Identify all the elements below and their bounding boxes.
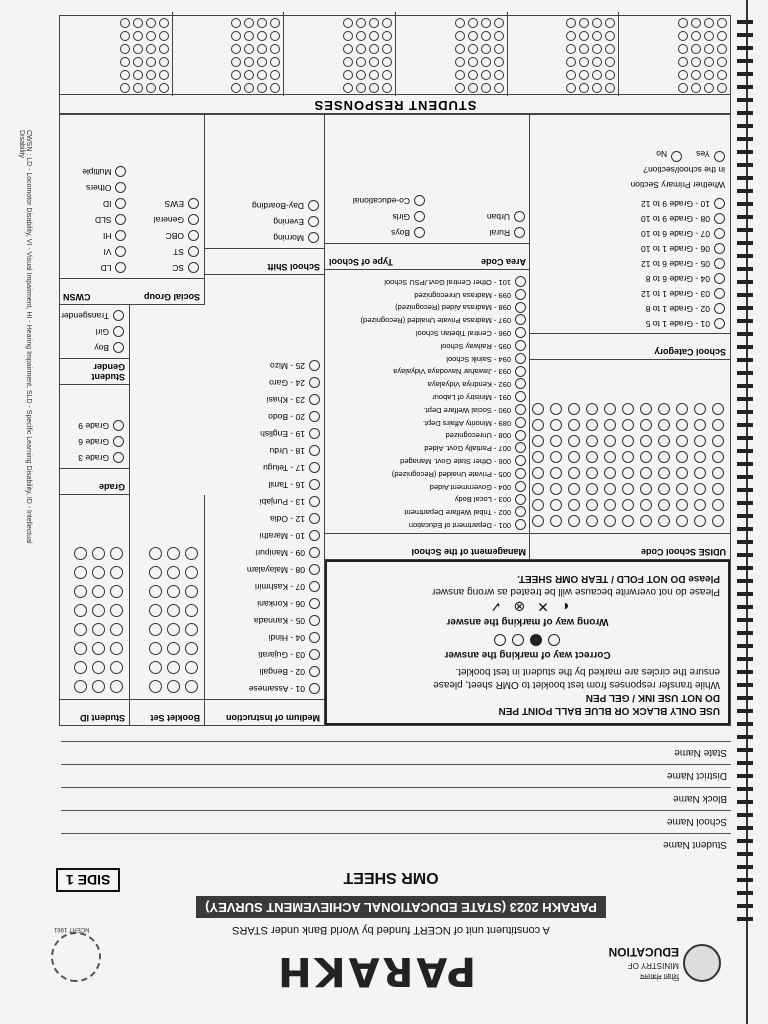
- category-option[interactable]: 01 - Grade 1 to 5: [535, 316, 725, 331]
- student-id-header: Student ID: [59, 699, 129, 725]
- management-section: [325, 269, 530, 560]
- management-option[interactable]: 007 - Partially Govt. Aided: [329, 441, 526, 454]
- management-option[interactable]: 099 - Madrasa Unrecognized: [329, 288, 526, 301]
- cwsn-option[interactable]: SLD: [64, 212, 127, 228]
- wrong-marks: ◐ ✕ ⊗ ✓: [485, 599, 570, 615]
- response-row[interactable]: [176, 83, 281, 93]
- gender-option[interactable]: Boy: [64, 340, 124, 356]
- medium-option[interactable]: 17 - Telugu: [208, 459, 320, 476]
- response-column: [283, 12, 395, 96]
- social-header: Social Group: [143, 292, 200, 302]
- response-row[interactable]: [63, 57, 169, 67]
- response-column: [60, 12, 172, 96]
- response-row[interactable]: [287, 83, 392, 93]
- response-row[interactable]: [63, 83, 169, 93]
- student-id-bubbles[interactable]: [59, 541, 129, 699]
- timing-marks: [735, 20, 755, 1010]
- management-option[interactable]: 094 - Sainik School: [329, 352, 526, 365]
- logo-line3: EDUCATION: [608, 945, 679, 959]
- info-row[interactable]: School Name: [61, 810, 731, 833]
- response-row[interactable]: [399, 31, 504, 41]
- primary-question-2: in the school/section?: [643, 165, 725, 175]
- management-option[interactable]: 092 - Kendriya Vidyalaya: [329, 377, 526, 390]
- omr-title: OMR SHEET: [343, 869, 439, 886]
- management-option[interactable]: 096 - Central Tibetan School: [329, 326, 526, 339]
- booklet-header: Booklet Set: [129, 699, 204, 725]
- instr-line5: Please do not overwrite because will be treated as wrong answer: [432, 586, 720, 597]
- type-option[interactable]: Boys: [353, 225, 425, 241]
- info-row[interactable]: Student Name: [61, 833, 731, 856]
- shift-option[interactable]: Day-Boarding: [209, 198, 319, 214]
- cwsn-option[interactable]: Others: [64, 180, 127, 196]
- instr-line4: ensure the circles are marked by the student in test booklet.: [455, 666, 720, 677]
- category-option[interactable]: 04 - Grade 6 to 8: [535, 271, 725, 286]
- category-option[interactable]: 08 - Grade 9 to 10: [535, 211, 725, 226]
- management-option[interactable]: 101 - Other Central Govt./PSU School: [329, 275, 526, 288]
- gender-header: Student Gender: [59, 358, 129, 384]
- udise-header: UDISE School Code: [530, 533, 730, 559]
- medium-option[interactable]: 04 - Hindi: [208, 629, 320, 646]
- response-row[interactable]: [622, 44, 727, 54]
- cwsn-option[interactable]: ID: [64, 196, 127, 212]
- sheet-content: [36, 14, 746, 1004]
- social-option[interactable]: OBC: [137, 228, 200, 244]
- gender-option[interactable]: Transgender: [64, 308, 124, 324]
- social-option[interactable]: General: [137, 212, 200, 228]
- side-label: SIDE 1: [56, 868, 120, 892]
- cwsn-option[interactable]: HI: [64, 228, 127, 244]
- ministry-logo: [608, 934, 721, 984]
- medium-option[interactable]: 07 - Kashmiri: [208, 578, 320, 595]
- management-option[interactable]: 089 - Minority Affairs Dept.: [329, 416, 526, 429]
- management-header: Management of the School: [325, 533, 530, 559]
- response-row[interactable]: [511, 31, 616, 41]
- response-column: [507, 12, 619, 96]
- type-option[interactable]: Girls: [353, 209, 425, 225]
- primary-no[interactable]: No: [656, 146, 682, 162]
- area-option[interactable]: Urban: [435, 209, 525, 225]
- instr-line6: Please DO NOT FOLD / TEAR OMR SHEET.: [517, 573, 720, 584]
- shift-option[interactable]: Evening: [209, 214, 319, 230]
- response-row[interactable]: [511, 70, 616, 80]
- logo-line2: MINISTRY OF: [627, 961, 679, 970]
- medium-option[interactable]: 23 - Khasi: [208, 391, 320, 408]
- medium-option[interactable]: 08 - Malayalam: [208, 561, 320, 578]
- response-row[interactable]: [622, 70, 727, 80]
- area-option[interactable]: Rural: [435, 225, 525, 241]
- cwsn-option[interactable]: VI: [64, 244, 127, 260]
- school-category-header: School Category: [530, 333, 730, 359]
- response-row[interactable]: [63, 70, 169, 80]
- response-row[interactable]: [287, 57, 392, 67]
- response-row[interactable]: [176, 31, 281, 41]
- response-column: [618, 12, 730, 96]
- grade-section: [59, 384, 130, 495]
- correct-way-label: Correct way of marking the answer: [444, 649, 611, 660]
- management-option[interactable]: 090 - Social Welfare Dept.: [329, 403, 526, 416]
- management-option[interactable]: 098 - Madrasa Aided (Recognized): [329, 301, 526, 314]
- medium-column: [204, 275, 325, 725]
- management-option[interactable]: 004 - Government Aided: [329, 480, 526, 493]
- medium-option[interactable]: 20 - Bodo: [208, 408, 320, 425]
- management-option[interactable]: 097 - Madrasa Private Unaided (Recognized): [329, 313, 526, 326]
- medium-option[interactable]: 24 - Garo: [208, 374, 320, 391]
- response-row[interactable]: [622, 31, 727, 41]
- type-header: Type of School: [329, 257, 393, 267]
- shift-option[interactable]: Morning: [209, 230, 319, 246]
- category-option[interactable]: 07 - Grade 6 to 10: [535, 226, 725, 241]
- category-option[interactable]: 02 - Grade 1 to 8: [535, 301, 725, 316]
- wrong-way-label: Wrong way of marking the answer: [446, 616, 609, 627]
- instructions-box: [325, 560, 730, 725]
- response-row[interactable]: [63, 31, 169, 41]
- social-option[interactable]: SC: [137, 260, 200, 276]
- grade-header: Grade: [59, 468, 129, 494]
- primary-question: Whether Primary Section: [630, 180, 725, 190]
- grade-option[interactable]: Grade 3: [64, 450, 124, 466]
- response-row[interactable]: [399, 70, 504, 80]
- type-option[interactable]: Co-educational: [353, 193, 425, 209]
- grade-option[interactable]: Grade 9: [64, 418, 124, 434]
- social-option[interactable]: EWS: [137, 196, 200, 212]
- medium-option[interactable]: 05 - Kannada: [208, 612, 320, 629]
- social-option[interactable]: ST: [137, 244, 200, 260]
- area-header: Area Code: [480, 257, 526, 267]
- gender-section: [59, 304, 130, 385]
- response-row[interactable]: [176, 70, 281, 80]
- primary-yes[interactable]: Yes: [696, 146, 725, 162]
- management-option[interactable]: 005 - Private Unaided (Recognized): [329, 467, 526, 480]
- school-category-section: [529, 114, 730, 360]
- management-option[interactable]: 093 - Jawahar Navodaya Vidyalaya: [329, 365, 526, 378]
- cwsn-header: CWSN: [63, 292, 91, 302]
- management-option[interactable]: 091 - Ministry of Labour: [329, 390, 526, 403]
- form-body: [59, 114, 731, 726]
- response-row[interactable]: [399, 44, 504, 54]
- response-row[interactable]: [287, 31, 392, 41]
- survey-banner: PARAKH 2023 (STATE EDUCATIONAL ACHIEVEMENT SURVEY): [196, 896, 606, 918]
- response-row[interactable]: [511, 83, 616, 93]
- category-option[interactable]: 10 - Grade 9 to 12: [535, 196, 725, 211]
- management-list: [325, 273, 530, 533]
- grade-option[interactable]: Grade 6: [64, 434, 124, 450]
- school-shift-section: [204, 114, 325, 275]
- seal-caption: NCERT 1961: [54, 926, 90, 932]
- response-row[interactable]: [622, 18, 727, 28]
- cwsn-option[interactable]: LD: [64, 260, 127, 276]
- shift-header: School Shift: [204, 248, 324, 274]
- area-type-section: [325, 114, 530, 270]
- management-option[interactable]: 095 - Railway School: [329, 339, 526, 352]
- response-row[interactable]: [399, 83, 504, 93]
- response-row[interactable]: [287, 70, 392, 80]
- info-table: [61, 741, 731, 856]
- medium-option[interactable]: 02 - Bengali: [208, 663, 320, 680]
- logo-line1: शिक्षा मंत्रालय: [640, 972, 679, 981]
- management-option[interactable]: 006 - Other State Govt. Managed: [329, 454, 526, 467]
- management-option[interactable]: 003 - Local Body: [329, 493, 526, 506]
- booklet-bubbles[interactable]: [129, 541, 204, 699]
- response-column: [395, 12, 507, 96]
- booklet-column: [129, 495, 205, 725]
- ncert-seal-icon: [51, 932, 101, 982]
- response-column: [172, 12, 284, 96]
- info-row[interactable]: Block Name: [61, 787, 731, 810]
- response-row[interactable]: [63, 18, 169, 28]
- response-row[interactable]: [622, 83, 727, 93]
- sheet-header: [36, 894, 746, 1004]
- subtitle: A constituent unit of NCERT funded by World Bank under STARS: [232, 924, 550, 936]
- response-row[interactable]: [287, 44, 392, 54]
- medium-option[interactable]: 19 - English: [208, 425, 320, 442]
- response-row[interactable]: [511, 18, 616, 28]
- category-option[interactable]: 03 - Grade 1 to 12: [535, 286, 725, 301]
- correct-marks: [335, 632, 720, 646]
- instr-line3: While transfer responses from test booklet to OMR sheet, please: [433, 679, 720, 690]
- udise-bubbles[interactable]: [530, 397, 730, 533]
- medium-option[interactable]: 09 - Manipuri: [208, 544, 320, 561]
- management-option[interactable]: 008 - Unrecognized: [329, 429, 526, 442]
- student-id-column: [59, 495, 130, 725]
- info-row[interactable]: State Name: [61, 741, 731, 764]
- medium-option[interactable]: 25 - Mizo: [208, 357, 320, 374]
- medium-option[interactable]: 01 - Assamese: [208, 680, 320, 697]
- category-option[interactable]: 05 - Grade 6 to 12: [535, 256, 725, 271]
- cwsn-edge-note: CWSN : LD - Locomotor Disability, VI - Visual Impairment, HI - Hearing Impairment, SLD - Specific Learning Disability, ID - Intellectual Disability: [18, 130, 32, 544]
- medium-option[interactable]: 03 - Gujarati: [208, 646, 320, 663]
- response-row[interactable]: [176, 44, 281, 54]
- response-row[interactable]: [63, 44, 169, 54]
- response-row[interactable]: [399, 18, 504, 28]
- medium-option[interactable]: 06 - Konkani: [208, 595, 320, 612]
- instr-line2: DO NOT USE INK / GEL PEN: [585, 692, 720, 703]
- response-row[interactable]: [287, 18, 392, 28]
- response-row[interactable]: [399, 57, 504, 67]
- cwsn-option[interactable]: Multiple: [64, 164, 127, 180]
- medium-option[interactable]: 18 - Urdu: [208, 442, 320, 459]
- student-responses-title: STUDENT RESPONSES: [59, 94, 731, 114]
- management-option[interactable]: 002 - Tribal Welfare Department: [329, 505, 526, 518]
- student-responses-grid: [59, 15, 731, 96]
- category-option[interactable]: 06 - Grade 1 to 10: [535, 241, 725, 256]
- info-row[interactable]: District Name: [61, 764, 731, 787]
- udise-section: [529, 359, 730, 560]
- management-option[interactable]: 001 - Department of Education: [329, 518, 526, 531]
- response-row[interactable]: [511, 57, 616, 67]
- medium-header: Medium of Instruction: [204, 699, 324, 725]
- medium-option[interactable]: 12 - Odia: [208, 510, 320, 527]
- response-row[interactable]: [176, 57, 281, 67]
- medium-list: [204, 355, 324, 699]
- gender-option[interactable]: Girl: [64, 324, 124, 340]
- instr-line1: USE ONLY BLACK OR BLUE BALL POINT PEN: [498, 705, 720, 716]
- emblem-icon: [683, 944, 721, 982]
- medium-option[interactable]: 16 - Tamil: [208, 476, 320, 493]
- response-row[interactable]: [511, 44, 616, 54]
- medium-option[interactable]: 10 - Marathi: [208, 527, 320, 544]
- medium-option[interactable]: 13 - Punjabi: [208, 493, 320, 510]
- response-row[interactable]: [622, 57, 727, 67]
- brand-title: PARAKH: [275, 948, 476, 994]
- response-row[interactable]: [176, 18, 281, 28]
- social-group-section: [59, 114, 205, 305]
